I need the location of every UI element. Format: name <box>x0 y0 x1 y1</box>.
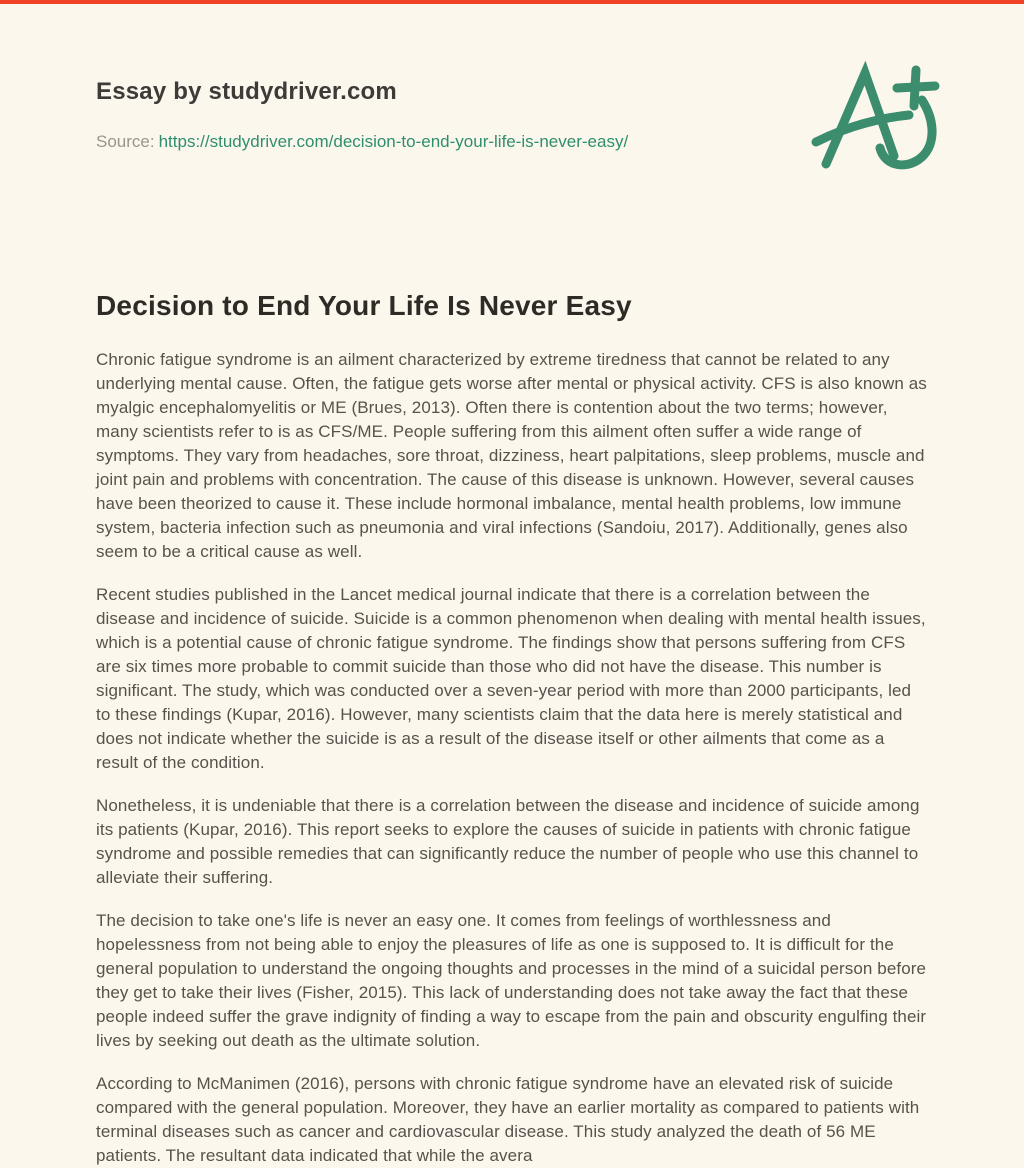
paragraph-1: Chronic fatigue syndrome is an ailment characterized by extreme tiredness that cannot be related to any underlying mental cause. Often, the fatigue gets worse after mental or physical activity. CFS is also known as myalgic encephalomyelitis or ME (Brues, 2013). Often there is contention about the two terms; however, many scientists refer to is as CFS/ME. People suffering from this ailment often suffer a wide range of symptoms. They vary from headaches, sore throat, dizziness, heart palpitations, sleep problems, muscle and joint pain and problems with concentration. The cause of this disease is unknown. However, several causes have been theorized to cause it. These include hormonal imbalance, mental health problems, low immune system, bacteria infection such as pneumonia and viral infections (Sandoiu, 2017). Additionally, genes also seem to be a critical cause as well. <box>96 350 927 561</box>
source-line <box>96 132 628 152</box>
source-label: Source: <box>96 132 155 151</box>
document-page <box>0 60 1024 1168</box>
source-url-link[interactable]: https://studydriver.com/decision-to-end-your-life-is-never-easy/ <box>158 132 629 151</box>
article-body <box>96 348 928 1168</box>
article-title: Decision to End Your Life Is Never Easy <box>96 290 632 321</box>
document-header <box>96 60 928 178</box>
paragraph-3: Nonetheless, it is undeniable that there is a correlation between the disease and incidence of suicide among its patients (Kupar, 2016). This report seeks to explore the causes of suicide in patients with chronic fatigue syndrome and possible remedies that can significantly reduce the number of people who use this channel to alleviate their suffering. <box>96 796 920 887</box>
essay-by-title: Essay by studydriver.com <box>96 78 397 105</box>
paragraph-5: According to McManimen (2016), persons with chronic fatigue syndrome have an elevated risk of suicide compared with the general population. Moreover, they have an earlier mortality as compared to patients with terminal diseases such as cancer and cardiovascular disease. This study analyzed the death of 56 ME patients. The resultant data indicated that while the avera <box>96 1074 920 1165</box>
paragraph-2: Recent studies published in the Lancet medical journal indicate that there is a correlation between the disease and incidence of suicide. Suicide is a common phenomenon when dealing with mental health issues, which is a potential cause of chronic fatigue syndrome. The findings show that persons suffering from CFS are six times more probable to commit suicide than those who did not have the disease. This number is significant. The study, which was conducted over a seven-year period with more than 2000 participants, led to these findings (Kupar, 2016). However, many scientists claim that the data here is merely statistical and does not indicate whether the suicide is as a result of the disease itself or other ailments that come as a result of the condition. <box>96 585 926 772</box>
header-text-block <box>96 60 628 152</box>
paragraph-4: The decision to take one's life is never an easy one. It comes from feelings of worthlessness and hopelessness from not being able to enjoy the pleasures of life as one is supposed to. It is difficult for the general population to understand the ongoing thoughts and processes in the mind of a suicidal person before they get to take their lives (Fisher, 2015). This lack of understanding does not take away the fact that these people indeed suffer the grave indignity of finding a way to escape from the pain and obscurity engulfing their lives by seeking out death as the ultimate solution. <box>96 911 927 1050</box>
top-accent-bar <box>0 0 1024 4</box>
a-plus-logo-icon <box>810 60 942 178</box>
